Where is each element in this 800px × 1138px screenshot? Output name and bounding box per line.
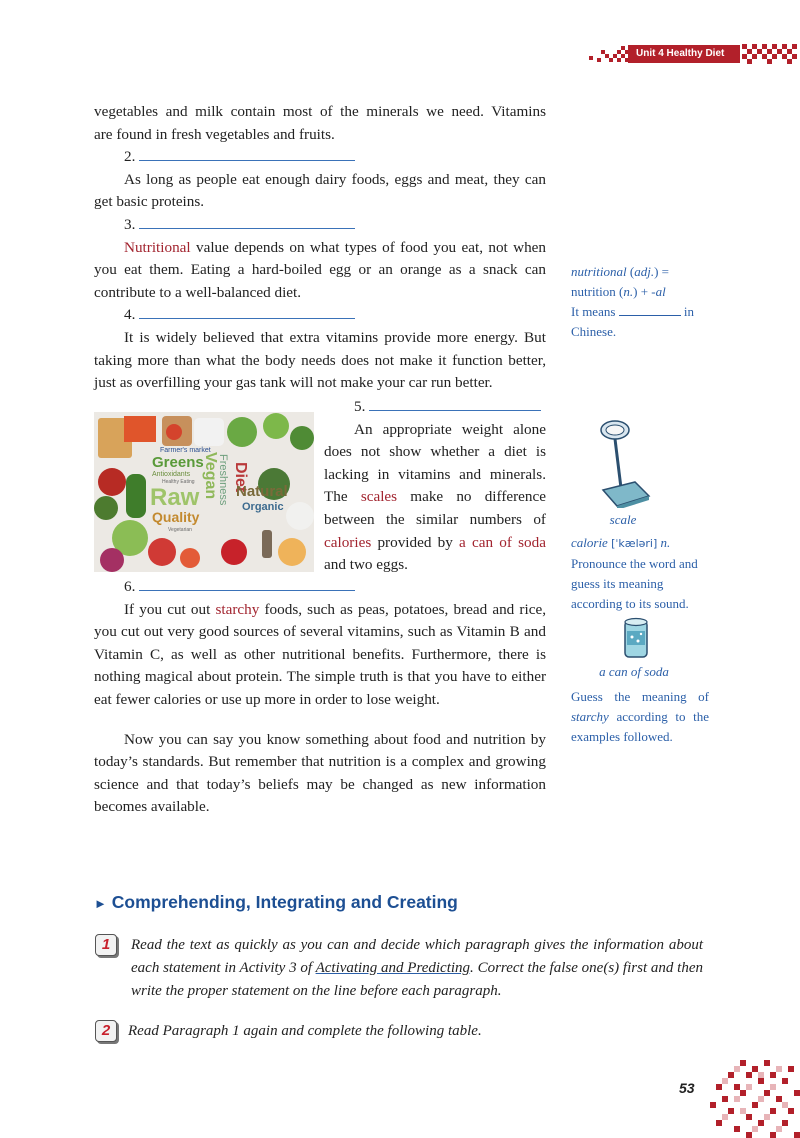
blank-line-6[interactable]: 6. (94, 576, 546, 599)
para-6: If you cut out starchy foods, such as peas, potatoes, bread and rice, you cut out very good sources of several vitamins, such as Vitamin B and Vitamin C, as well as other nutritional benefits. Furthermore, there is nothing magical about protein. The simple truth is that you have to either eat fewer calories or use up more in order to lose weight. (94, 600, 546, 708)
keyword-scales: scales (360, 488, 398, 506)
page-number: 53 (679, 1080, 695, 1096)
soda-can-illustration (620, 617, 652, 661)
photo-word-vegetarian: Vegetarian (168, 527, 192, 533)
unit-header-tag: Unit 4 Healthy Diet (628, 45, 740, 63)
photo-word-raw: Raw (150, 484, 200, 511)
photo-word-vegan: Vegan (202, 452, 219, 500)
para-intro-line2: are found in fresh vegetables and fruits. (94, 125, 335, 143)
photo-word-healthy-eating: Healthy Eating (162, 479, 195, 485)
sidebar-note-starchy: Guess the meaning of starchy according to the examples followed. (571, 689, 709, 744)
header-checker-right (742, 44, 800, 66)
footer-checker-pattern (700, 1060, 800, 1138)
photo-word-quality: Quality (152, 509, 200, 525)
section-heading: ► Comprehending, Integrating and Creating (94, 892, 458, 912)
blank-line-3[interactable]: 3. (94, 214, 546, 237)
scale-caption: scale (609, 512, 637, 527)
soda-caption-block (571, 662, 709, 682)
soda-caption: a can of soda (599, 664, 669, 679)
article-body-lower (94, 576, 546, 819)
para-5-block (324, 396, 546, 577)
sidebar-note-nutritional: nutritional (adj.) = nutrition (n.) + -al It means in Chinese. (571, 264, 695, 339)
healthy-food-photo (94, 412, 314, 572)
scale-illustration (595, 418, 655, 508)
keyword-can-of-soda: a can of soda (459, 533, 546, 551)
sidebar-blank[interactable] (619, 305, 681, 316)
activity-2: 2 Read Paragraph 1 again and complete the following table. (95, 1020, 703, 1043)
article-body (94, 101, 546, 395)
para-closing: Now you can say you know something about food and nutrition by today’s standards. But remember that nutrition is a complex and growing science and that today’s beliefs may be changed as new information becomes available. (94, 730, 546, 816)
blank-line-5[interactable]: 5. (324, 396, 546, 419)
photo-word-diet: Diet (232, 462, 249, 493)
blank-line-4[interactable]: 4. (94, 304, 546, 327)
photo-word-freshness: Freshness (217, 454, 229, 506)
activity-link[interactable]: Activating and Predicting (315, 960, 471, 976)
para-3: Nutritional value depends on what types of food you eat, not when you eat them. Eating a hard-boiled egg or an orange as a snack can contribute to a well-balanced diet. (94, 238, 546, 301)
photo-word-antioxidants: Antioxidants (152, 471, 191, 478)
para-4: It is widely believed that extra vitamins provide more energy. But taking more than what the body needs does not make it function better, just as overfilling your gas tank will not make your car run better. (94, 328, 546, 392)
sidebar-note-calorie: calorie [ˈkæləri] n. Pronounce the word and guess its meaning according to its sound. (571, 535, 698, 611)
keyword-nutritional: Nutritional (124, 238, 191, 256)
activity-number-badge: 2 (95, 1020, 117, 1042)
para-intro-line1: vegetables and milk contain most of the minerals we need. Vitamins (94, 103, 546, 120)
para-2: As long as people eat enough dairy foods, eggs and meat, they can get basic proteins. (94, 170, 546, 211)
activity-1: 1 Read the text as quickly as you can and decide which paragraph gives the information about each statement in Activity 3 of Activating and Predicting. Correct the false one(s) first and then write the proper statement on the line before each paragraph. (95, 934, 703, 1003)
photo-word-farmers-market: Farmer's market (160, 447, 211, 454)
header-checker-pattern (585, 44, 629, 64)
scale-caption-block (571, 510, 709, 530)
keyword-calories: calories (324, 533, 372, 551)
keyword-starchy: starchy (215, 600, 260, 618)
para-5: An appropriate weight alone does not show whether a diet is lacking in vitamins and minerals. The scales make no difference between the similar numbers of calories provided by a can of soda and two eggs. (324, 420, 546, 574)
photo-word-natural: Natural (236, 483, 288, 500)
triangle-bullet-icon: ► (94, 896, 107, 911)
photo-word-greens: Greens (152, 454, 204, 471)
activity-number-badge: 1 (95, 934, 117, 956)
blank-line-2[interactable]: 2. (94, 146, 546, 169)
photo-word-organic: Organic (242, 501, 284, 513)
